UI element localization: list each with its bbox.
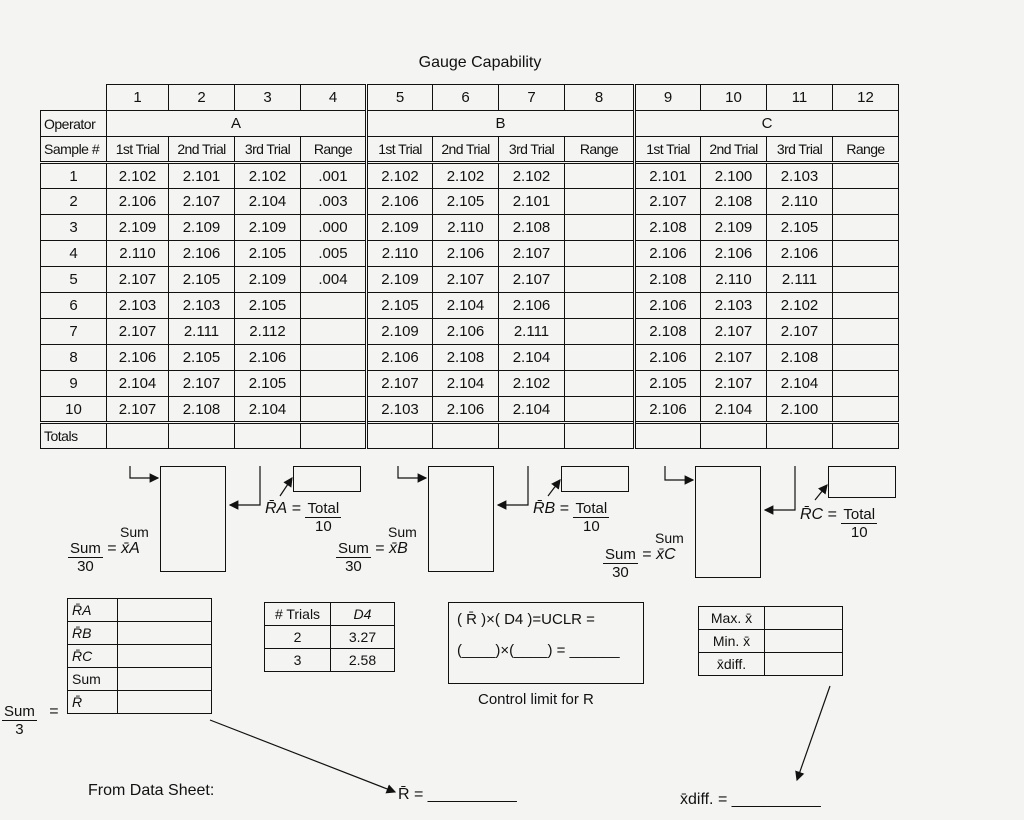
measurement-cell[interactable]: 2.100 [701, 163, 767, 189]
d4-row [265, 649, 395, 672]
measurement-cell[interactable]: 2.106 [433, 319, 499, 345]
measurement-cell[interactable]: 2.107 [701, 345, 767, 371]
measurement-cell[interactable]: 2.100 [767, 397, 833, 423]
measurement-cell[interactable]: 2.101 [169, 163, 235, 189]
table-row [41, 241, 899, 267]
measurement-cell[interactable]: 2.109 [367, 267, 433, 293]
sample-number: 5 [41, 267, 107, 293]
rbar-value-cell[interactable] [118, 622, 212, 645]
measurement-cell[interactable] [833, 267, 899, 293]
totals-cell[interactable] [169, 423, 235, 449]
totals-cell[interactable] [833, 423, 899, 449]
totals-cell[interactable] [235, 423, 301, 449]
sum-numerator: Sum [4, 703, 35, 720]
xdiff-value-cell[interactable] [765, 607, 843, 630]
measurement-cell[interactable]: 2.103 [169, 293, 235, 319]
rbar-a-label: R̄A [265, 500, 288, 517]
measurement-cell[interactable]: 2.105 [367, 293, 433, 319]
xdiff-row [699, 607, 843, 630]
ucl-caption: Control limit for R [478, 691, 594, 708]
measurement-cell[interactable]: .000 [301, 215, 367, 241]
d4-cell: 3 [265, 649, 331, 672]
measurement-cell[interactable]: 2.106 [169, 241, 235, 267]
measurement-cell[interactable]: 2.103 [107, 293, 169, 319]
measurement-cell[interactable] [833, 215, 899, 241]
totals-cell[interactable] [367, 423, 433, 449]
measurement-cell[interactable]: 2.104 [433, 293, 499, 319]
trial-header-row [41, 137, 899, 163]
measurement-cell[interactable]: 2.107 [499, 267, 565, 293]
rbar-result-line[interactable]: R̄ = __________ [398, 786, 517, 803]
xbar-c-formula [603, 546, 676, 581]
rbar-c-label: R̄C [800, 506, 824, 523]
trial-header: 2nd Trial [701, 137, 767, 163]
totals-cell[interactable] [565, 423, 635, 449]
rbar-row [68, 599, 212, 622]
measurement-cell[interactable]: 2.104 [107, 371, 169, 397]
measurement-cell[interactable]: 2.106 [635, 241, 701, 267]
rbar-value-cell[interactable] [118, 691, 212, 714]
measurement-cell[interactable]: 2.110 [367, 241, 433, 267]
xbar-a-formula [68, 540, 140, 575]
rbar-value-cell[interactable] [118, 645, 212, 668]
measurement-cell[interactable] [833, 371, 899, 397]
column-number-row [41, 85, 899, 111]
range-total-box-a[interactable] [293, 466, 361, 492]
d4-table [264, 602, 395, 672]
measurement-cell[interactable] [301, 345, 367, 371]
measurement-cell[interactable]: 2.108 [635, 319, 701, 345]
column-number: 7 [499, 85, 565, 111]
three-denominator: 3 [15, 721, 24, 738]
xdiff-row [699, 630, 843, 653]
operator-b: B [367, 111, 635, 137]
measurement-cell[interactable] [565, 241, 635, 267]
measurement-cell[interactable]: 2.107 [367, 371, 433, 397]
measurement-cell[interactable]: 2.106 [701, 241, 767, 267]
operator-c: C [635, 111, 899, 137]
xdiff-value-cell[interactable] [765, 630, 843, 653]
column-number: 10 [701, 85, 767, 111]
rbar-row-label: R̄A [68, 599, 118, 622]
totals-cell[interactable] [107, 423, 169, 449]
measurement-cell[interactable]: 2.104 [499, 345, 565, 371]
equals-sign: = [642, 546, 652, 563]
rbar-value-cell[interactable] [118, 668, 212, 691]
measurement-cell[interactable]: 2.107 [433, 267, 499, 293]
d4-row [265, 626, 395, 649]
measurement-cell[interactable]: 2.109 [367, 319, 433, 345]
measurement-cell[interactable]: 2.105 [169, 345, 235, 371]
range-total-box-b[interactable] [561, 466, 629, 492]
measurement-cell[interactable]: 2.111 [767, 267, 833, 293]
column-number: 5 [367, 85, 433, 111]
trial-header: 2nd Trial [433, 137, 499, 163]
d4-header-row [265, 603, 395, 626]
table-row [41, 371, 899, 397]
from-data-sheet-label: From Data Sheet: [88, 782, 215, 799]
measurement-cell[interactable]: 2.102 [107, 163, 169, 189]
measurement-cell[interactable]: 2.103 [367, 397, 433, 423]
table-row [41, 215, 899, 241]
gauge-data-table [40, 84, 899, 449]
measurement-cell[interactable]: 2.102 [767, 293, 833, 319]
sum-box-b[interactable] [428, 466, 494, 572]
sample-number: 3 [41, 215, 107, 241]
trial-header: 1st Trial [367, 137, 433, 163]
table-row [41, 397, 899, 423]
total-numerator: Total [843, 506, 876, 523]
measurement-cell[interactable]: 2.110 [433, 215, 499, 241]
d4-cell: 3.27 [331, 626, 395, 649]
d4-header: D4 [331, 603, 395, 626]
rbar-row-label: R̄C [68, 645, 118, 668]
d4-cell: 2.58 [331, 649, 395, 672]
d4-cell: 2 [265, 626, 331, 649]
measurement-cell[interactable]: 2.105 [433, 189, 499, 215]
ten-denominator: 10 [582, 518, 600, 535]
measurement-cell[interactable]: 2.108 [169, 397, 235, 423]
column-number: 11 [767, 85, 833, 111]
measurement-cell[interactable]: 2.105 [235, 293, 301, 319]
column-number: 9 [635, 85, 701, 111]
column-number: 12 [833, 85, 899, 111]
sum-box-a[interactable] [160, 466, 226, 572]
measurement-cell[interactable] [565, 293, 635, 319]
thirty-denominator: 30 [612, 564, 629, 581]
measurement-cell[interactable]: 2.106 [635, 293, 701, 319]
trial-header: 3rd Trial [767, 137, 833, 163]
measurement-cell[interactable]: 2.108 [635, 267, 701, 293]
measurement-cell[interactable] [833, 189, 899, 215]
totals-label: Totals [41, 423, 107, 449]
sample-number: 4 [41, 241, 107, 267]
ten-denominator: 10 [314, 518, 332, 535]
measurement-cell[interactable]: 2.111 [169, 319, 235, 345]
table-row [41, 267, 899, 293]
measurement-cell[interactable]: 2.107 [767, 319, 833, 345]
sum-numerator: Sum [70, 540, 101, 557]
trial-header: Range [565, 137, 635, 163]
xdiff-row-label: Min. x̄ [699, 630, 765, 653]
measurement-cell[interactable]: 2.104 [235, 189, 301, 215]
measurement-cell[interactable]: 2.109 [235, 215, 301, 241]
trial-header: 1st Trial [635, 137, 701, 163]
measurement-cell[interactable] [833, 319, 899, 345]
rbar-b-formula [533, 500, 609, 535]
column-number: 3 [235, 85, 301, 111]
measurement-cell[interactable]: 2.106 [767, 241, 833, 267]
measurement-cell[interactable]: 2.104 [433, 371, 499, 397]
measurement-cell[interactable]: 2.111 [499, 319, 565, 345]
equals-sign: = [375, 540, 385, 557]
measurement-cell[interactable]: 2.107 [107, 267, 169, 293]
totals-cell[interactable] [301, 423, 367, 449]
measurement-cell[interactable]: 2.102 [367, 163, 433, 189]
xdiff-table [698, 606, 843, 676]
sample-number: 10 [41, 397, 107, 423]
measurement-cell[interactable]: 2.106 [235, 345, 301, 371]
measurement-cell[interactable] [833, 397, 899, 423]
rbar-formula [2, 703, 59, 738]
table-row [41, 293, 899, 319]
rbar-row-label: R̄B [68, 622, 118, 645]
measurement-cell[interactable]: 2.107 [169, 189, 235, 215]
thirty-denominator: 30 [345, 558, 362, 575]
table-row [41, 345, 899, 371]
measurement-cell[interactable]: 2.108 [701, 189, 767, 215]
totals-cell[interactable] [767, 423, 833, 449]
rbar-row-label: Sum [68, 668, 118, 691]
measurement-cell[interactable]: 2.106 [367, 345, 433, 371]
measurement-cell[interactable]: 2.110 [107, 241, 169, 267]
trial-header: Range [301, 137, 367, 163]
measurement-cell[interactable]: 2.104 [701, 397, 767, 423]
measurement-cell[interactable]: 2.102 [433, 163, 499, 189]
ten-denominator: 10 [850, 524, 868, 541]
rbar-row [68, 645, 212, 668]
measurement-cell[interactable]: 2.110 [701, 267, 767, 293]
measurement-cell[interactable]: 2.107 [169, 371, 235, 397]
rbar-summary-table [67, 598, 212, 714]
thirty-denominator: 30 [77, 558, 94, 575]
totals-row [41, 423, 899, 449]
rbar-row [68, 622, 212, 645]
xdiff-row [699, 653, 843, 676]
measurement-cell[interactable]: 2.105 [635, 371, 701, 397]
sample-number: 7 [41, 319, 107, 345]
rbar-row [68, 668, 212, 691]
measurement-cell[interactable]: 2.109 [367, 215, 433, 241]
xdiff-row-label: Max. x̄ [699, 607, 765, 630]
xbar-c-label: x̄C [656, 546, 676, 563]
column-number: 6 [433, 85, 499, 111]
sample-label: Sample # [41, 137, 107, 163]
measurement-cell[interactable]: 2.102 [499, 163, 565, 189]
rbar-b-label: R̄B [533, 500, 556, 517]
measurement-cell[interactable]: .001 [301, 163, 367, 189]
measurement-cell[interactable]: 2.104 [499, 397, 565, 423]
measurement-cell[interactable]: 2.105 [767, 215, 833, 241]
sum-numerator: Sum [338, 540, 369, 557]
measurement-cell[interactable] [565, 189, 635, 215]
trial-header: 3rd Trial [499, 137, 565, 163]
ucl-box [448, 602, 644, 684]
trial-header: 2nd Trial [169, 137, 235, 163]
measurement-cell[interactable]: 2.107 [499, 241, 565, 267]
measurement-cell[interactable]: 2.105 [169, 267, 235, 293]
measurement-cell[interactable]: 2.106 [635, 397, 701, 423]
rbar-value-cell[interactable] [118, 599, 212, 622]
measurement-cell[interactable] [301, 397, 367, 423]
measurement-cell[interactable]: 2.108 [635, 215, 701, 241]
measurement-cell[interactable]: 2.106 [499, 293, 565, 319]
measurement-cell[interactable] [565, 163, 635, 189]
measurement-cell[interactable]: 2.110 [767, 189, 833, 215]
total-numerator: Total [307, 500, 340, 517]
sample-number: 6 [41, 293, 107, 319]
measurement-cell[interactable]: 2.108 [499, 215, 565, 241]
operator-row [41, 111, 899, 137]
measurement-cell[interactable]: 2.108 [767, 345, 833, 371]
sum-box-c[interactable] [695, 466, 761, 578]
table-row [41, 189, 899, 215]
measurement-cell[interactable]: 2.109 [701, 215, 767, 241]
sample-number: 8 [41, 345, 107, 371]
measurement-cell[interactable] [565, 215, 635, 241]
measurement-cell[interactable]: 2.112 [235, 319, 301, 345]
d4-header: # Trials [265, 603, 331, 626]
measurement-cell[interactable]: 2.106 [433, 397, 499, 423]
measurement-cell[interactable]: 2.104 [235, 397, 301, 423]
measurement-cell[interactable]: 2.103 [701, 293, 767, 319]
column-number: 1 [107, 85, 169, 111]
corner-cell [41, 85, 107, 111]
equals-sign: = [49, 703, 59, 720]
totals-cell[interactable] [635, 423, 701, 449]
equals-sign: = [827, 506, 837, 523]
trial-header: 1st Trial [107, 137, 169, 163]
ucl-formula: ( R̄ )×( D4 )=UCLR = [457, 611, 595, 628]
column-number: 8 [565, 85, 635, 111]
rbar-c-formula [800, 506, 877, 541]
measurement-cell[interactable]: 2.106 [367, 189, 433, 215]
xbar-b-label: x̄B [389, 540, 408, 557]
sum-label-a: Sum [120, 524, 149, 540]
measurement-cell[interactable]: 2.107 [701, 371, 767, 397]
equals-sign: = [291, 500, 302, 517]
rbar-row [68, 691, 212, 714]
measurement-cell[interactable]: 2.109 [107, 215, 169, 241]
sum-label-b: Sum [388, 524, 417, 540]
totals-cell[interactable] [701, 423, 767, 449]
rbar-a-formula [265, 500, 341, 535]
xdiff-result-line[interactable]: x̄diff. = __________ [680, 791, 821, 808]
trial-header: Range [833, 137, 899, 163]
measurement-cell[interactable] [301, 371, 367, 397]
measurement-cell[interactable] [833, 241, 899, 267]
measurement-cell[interactable]: .003 [301, 189, 367, 215]
measurement-cell[interactable] [301, 293, 367, 319]
xdiff-row-label: x̄diff. [699, 653, 765, 676]
measurement-cell[interactable]: 2.102 [499, 371, 565, 397]
table-row [41, 319, 899, 345]
measurement-cell[interactable]: 2.109 [235, 267, 301, 293]
total-numerator: Total [575, 500, 608, 517]
measurement-cell[interactable]: 2.109 [169, 215, 235, 241]
measurement-cell[interactable] [833, 163, 899, 189]
measurement-cell[interactable]: 2.103 [767, 163, 833, 189]
sample-number: 2 [41, 189, 107, 215]
sum-label-c: Sum [655, 530, 684, 546]
totals-cell[interactable] [433, 423, 499, 449]
measurement-cell[interactable] [833, 293, 899, 319]
operator-a: A [107, 111, 367, 137]
sample-number: 1 [41, 163, 107, 189]
xbar-a-label: x̄A [121, 540, 140, 557]
measurement-cell[interactable]: .004 [301, 267, 367, 293]
measurement-cell[interactable] [565, 345, 635, 371]
sample-number: 9 [41, 371, 107, 397]
measurement-cell[interactable] [565, 371, 635, 397]
measurement-cell[interactable]: 2.105 [235, 371, 301, 397]
measurement-cell[interactable]: 2.107 [635, 189, 701, 215]
xbar-b-formula [336, 540, 408, 575]
measurement-cell[interactable]: .005 [301, 241, 367, 267]
measurement-cell[interactable]: 2.105 [235, 241, 301, 267]
measurement-cell[interactable]: 2.108 [433, 345, 499, 371]
measurement-cell[interactable] [833, 345, 899, 371]
totals-cell[interactable] [499, 423, 565, 449]
equals-sign: = [559, 500, 570, 517]
measurement-cell[interactable]: 2.106 [107, 189, 169, 215]
measurement-cell[interactable] [565, 267, 635, 293]
measurement-cell[interactable]: 2.107 [107, 397, 169, 423]
measurement-cell[interactable] [565, 397, 635, 423]
measurement-cell[interactable] [565, 319, 635, 345]
sum-numerator: Sum [605, 546, 636, 563]
measurement-cell[interactable]: 2.106 [433, 241, 499, 267]
operator-label: Operator [41, 111, 107, 137]
column-number: 4 [301, 85, 367, 111]
column-number: 2 [169, 85, 235, 111]
measurement-cell[interactable]: 2.101 [499, 189, 565, 215]
trial-header: 3rd Trial [235, 137, 301, 163]
measurement-cell[interactable]: 2.107 [107, 319, 169, 345]
page-title: Gauge Capability [418, 54, 542, 71]
table-row [41, 163, 899, 189]
measurement-cell[interactable]: 2.102 [235, 163, 301, 189]
measurement-cell[interactable]: 2.106 [635, 345, 701, 371]
measurement-cell[interactable]: 2.107 [701, 319, 767, 345]
measurement-cell[interactable]: 2.104 [767, 371, 833, 397]
measurement-cell[interactable]: 2.101 [635, 163, 701, 189]
range-total-box-c[interactable] [828, 466, 896, 498]
rbar-row-label: R̄ [68, 691, 118, 714]
measurement-cell[interactable] [301, 319, 367, 345]
xdiff-value-cell[interactable] [765, 653, 843, 676]
equals-sign: = [107, 540, 117, 557]
ucl-fill-line[interactable]: (____)×(____) = ______ [457, 642, 620, 659]
measurement-cell[interactable]: 2.106 [107, 345, 169, 371]
